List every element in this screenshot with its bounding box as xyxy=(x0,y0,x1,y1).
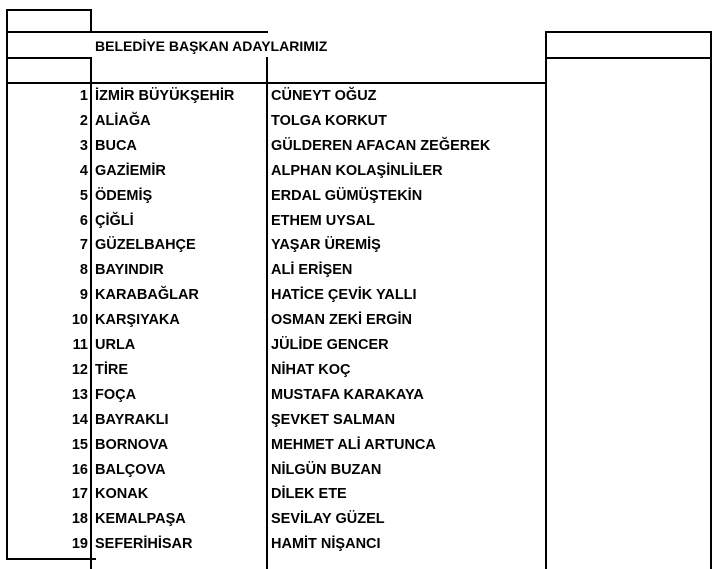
grid-line xyxy=(545,57,712,59)
grid-line xyxy=(6,57,92,59)
grid-line xyxy=(710,31,712,569)
district-cell: TİRE xyxy=(95,361,129,378)
table-row xyxy=(0,283,545,307)
candidate-cell: JÜLİDE GENCER xyxy=(271,337,389,353)
row-number: 5 xyxy=(79,187,88,204)
row-number: 9 xyxy=(79,287,88,304)
table-row xyxy=(0,333,545,357)
district-cell: KEMALPAŞA xyxy=(95,511,186,528)
grid-line xyxy=(545,31,547,569)
candidate-cell: MUSTAFA KARAKAYA xyxy=(271,386,424,403)
table-row xyxy=(0,383,545,407)
candidate-cell: SEVİLAY GÜZEL xyxy=(271,511,385,528)
row-number: 13 xyxy=(71,386,88,403)
table-row xyxy=(0,433,545,457)
district-cell: FOÇA xyxy=(95,386,137,403)
row-number: 14 xyxy=(71,411,88,428)
district-cell: BUCA xyxy=(95,137,137,154)
district-cell: İZMİR BÜYÜKŞEHİR xyxy=(95,88,235,104)
row-number: 7 xyxy=(79,237,88,254)
grid-line xyxy=(90,9,92,33)
district-cell: KARABAĞLAR xyxy=(95,287,199,304)
grid-line xyxy=(6,31,268,33)
table-row xyxy=(0,458,545,482)
candidate-cell: NİHAT KOÇ xyxy=(271,361,351,378)
table-row xyxy=(0,408,545,432)
table-row xyxy=(0,532,545,556)
row-number: 11 xyxy=(72,337,88,353)
table-row xyxy=(0,109,545,133)
row-number: 17 xyxy=(71,486,88,503)
table-row xyxy=(0,209,545,233)
row-number: 16 xyxy=(71,461,88,478)
row-number: 6 xyxy=(79,212,88,229)
table-row xyxy=(0,507,545,531)
row-number: 12 xyxy=(71,361,88,378)
row-number: 2 xyxy=(79,112,88,129)
row-number: 4 xyxy=(79,162,88,179)
candidate-cell: HAMİT NİŞANCI xyxy=(271,536,381,553)
candidate-cell: OSMAN ZEKİ ERGİN xyxy=(271,312,412,329)
table-title: BELEDİYE BAŞKAN ADAYLARIMIZ xyxy=(95,38,328,54)
district-cell: ÖDEMİŞ xyxy=(95,187,153,204)
candidate-cell: GÜLDEREN AFACAN ZEĞEREK xyxy=(271,137,491,154)
district-cell: KONAK xyxy=(95,486,149,503)
grid-line xyxy=(545,31,712,33)
district-cell: GAZİEMİR xyxy=(95,162,166,179)
district-cell: GÜZELBAHÇE xyxy=(95,237,196,254)
candidate-cell: TOLGA KORKUT xyxy=(271,112,387,129)
candidate-cell: HATİCE ÇEVİK YALLI xyxy=(271,287,417,304)
district-cell: ALİAĞA xyxy=(95,112,151,129)
table-row xyxy=(0,159,545,183)
candidate-cell: NİLGÜN BUZAN xyxy=(271,461,382,478)
row-number: 1 xyxy=(79,88,88,104)
district-cell: BORNOVA xyxy=(95,436,169,453)
district-cell: KARŞIYAKA xyxy=(95,312,180,329)
district-cell: SEFERİHİSAR xyxy=(95,536,193,553)
candidate-cell: ALPHAN KOLAŞİNLİLER xyxy=(271,162,443,179)
candidate-cell: DİLEK ETE xyxy=(271,486,347,503)
table-row xyxy=(0,84,545,108)
grid-line xyxy=(6,9,92,11)
table-row xyxy=(0,134,545,158)
district-cell: URLA xyxy=(95,337,136,353)
district-cell: ÇİĞLİ xyxy=(95,212,134,229)
row-number: 3 xyxy=(79,137,88,154)
table-row xyxy=(0,184,545,208)
candidate-cell: ALİ ERİŞEN xyxy=(271,262,353,279)
district-cell: BAYRAKLI xyxy=(95,411,169,428)
row-number: 8 xyxy=(79,262,88,279)
district-cell: BALÇOVA xyxy=(95,461,166,478)
candidate-cell: ETHEM UYSAL xyxy=(271,212,375,229)
table-row xyxy=(0,258,545,282)
table-row xyxy=(0,482,545,506)
candidate-cell: MEHMET ALİ ARTUNCA xyxy=(271,436,436,453)
candidate-cell: YAŞAR ÜREMİŞ xyxy=(271,237,381,254)
table-row xyxy=(0,358,545,382)
row-number: 10 xyxy=(71,312,88,329)
candidate-cell: ŞEVKET SALMAN xyxy=(271,411,396,428)
row-number: 15 xyxy=(71,436,88,453)
grid-line xyxy=(6,558,96,560)
candidate-cell: ERDAL GÜMÜŞTEKİN xyxy=(271,187,423,204)
table-row xyxy=(0,308,545,332)
row-number: 19 xyxy=(71,536,88,553)
row-number: 18 xyxy=(71,511,88,528)
table-row xyxy=(0,233,545,257)
district-cell: BAYINDIR xyxy=(95,262,164,279)
candidate-cell: CÜNEYT OĞUZ xyxy=(271,88,377,104)
